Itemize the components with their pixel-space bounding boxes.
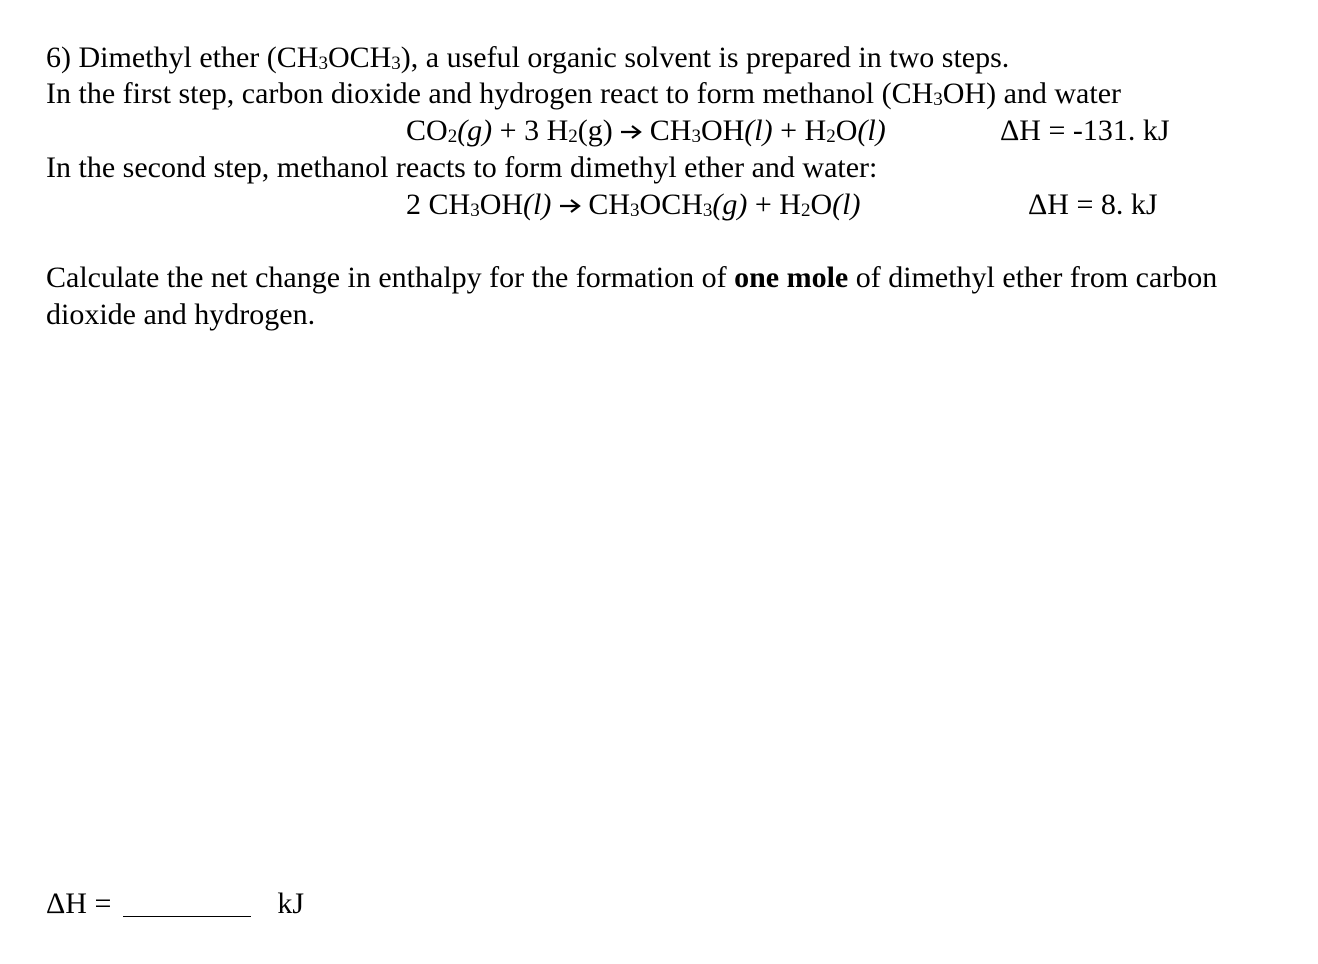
phase-label: (l): [523, 188, 552, 221]
phase-label: (g): [457, 114, 493, 147]
question-line-2: dioxide and hydrogen.: [46, 298, 316, 331]
subscript: 3: [318, 53, 328, 74]
answer-blank-field[interactable]: [123, 890, 251, 917]
text-segment: ), a useful organic solvent is prepared in two steps.: [400, 41, 1010, 74]
subscript: 2: [826, 126, 836, 147]
delta-h-step-2: ΔH = 8. kJ: [1028, 188, 1158, 221]
phase-label: (l): [832, 188, 861, 221]
subscript: 3: [630, 200, 640, 221]
subscript: 3: [691, 126, 701, 147]
text-segment: (g): [577, 114, 621, 147]
subscript: 3: [391, 53, 401, 74]
equation-2: [406, 187, 860, 229]
reaction-arrow-icon: [620, 112, 642, 148]
answer-row: [46, 886, 304, 922]
text-segment: O: [810, 188, 833, 221]
subscript: 2: [568, 126, 578, 147]
subscript: 3: [702, 200, 713, 221]
text-segment: 2 CH: [406, 188, 471, 221]
emphasis-text: one mole: [734, 261, 849, 294]
text-segment: + H: [747, 188, 801, 221]
text-segment: OH: [479, 188, 524, 221]
delta-h-step-1: ΔH = -131. kJ: [1000, 114, 1170, 147]
text-segment: of dimethyl ether from carbon: [848, 261, 1218, 294]
answer-unit: kJ: [277, 887, 305, 920]
text-segment: CH: [642, 114, 692, 147]
text-segment: + 3 H: [492, 114, 569, 147]
subscript: 2: [800, 200, 811, 221]
phase-label: (l): [744, 114, 773, 147]
equation-1: [406, 113, 886, 155]
text-segment: OH: [700, 114, 745, 147]
subscript: 3: [470, 200, 480, 221]
text-segment: In the first step, carbon dioxide and hydrogen react to form methanol (CH: [46, 77, 934, 110]
phase-label: (l): [857, 114, 886, 147]
phase-label: (g): [712, 188, 748, 221]
text-segment: Dimethyl ether (CH: [78, 41, 319, 74]
question-line-1: [46, 260, 1217, 296]
text-segment: CH: [580, 188, 631, 221]
answer-label: ΔH =: [46, 887, 112, 920]
text-segment: [551, 188, 559, 221]
subscript: 3: [933, 89, 943, 110]
text-segment: + H: [772, 114, 827, 147]
text-segment: OH) and water: [942, 77, 1122, 110]
text-segment: OCH: [639, 188, 703, 221]
problem-line-2: [46, 76, 1121, 118]
subscript: 2: [447, 126, 458, 147]
text-segment: Calculate the net change in enthalpy for the formation of: [46, 261, 735, 294]
problem-number: 6): [46, 41, 71, 74]
text-segment: CO: [406, 114, 448, 147]
reaction-arrow-icon: [559, 186, 581, 222]
text-segment: O: [835, 114, 858, 147]
text-segment: OCH: [327, 41, 392, 74]
problem-line-3: In the second step, methanol reacts to form dimethyl ether and water:: [46, 151, 878, 184]
